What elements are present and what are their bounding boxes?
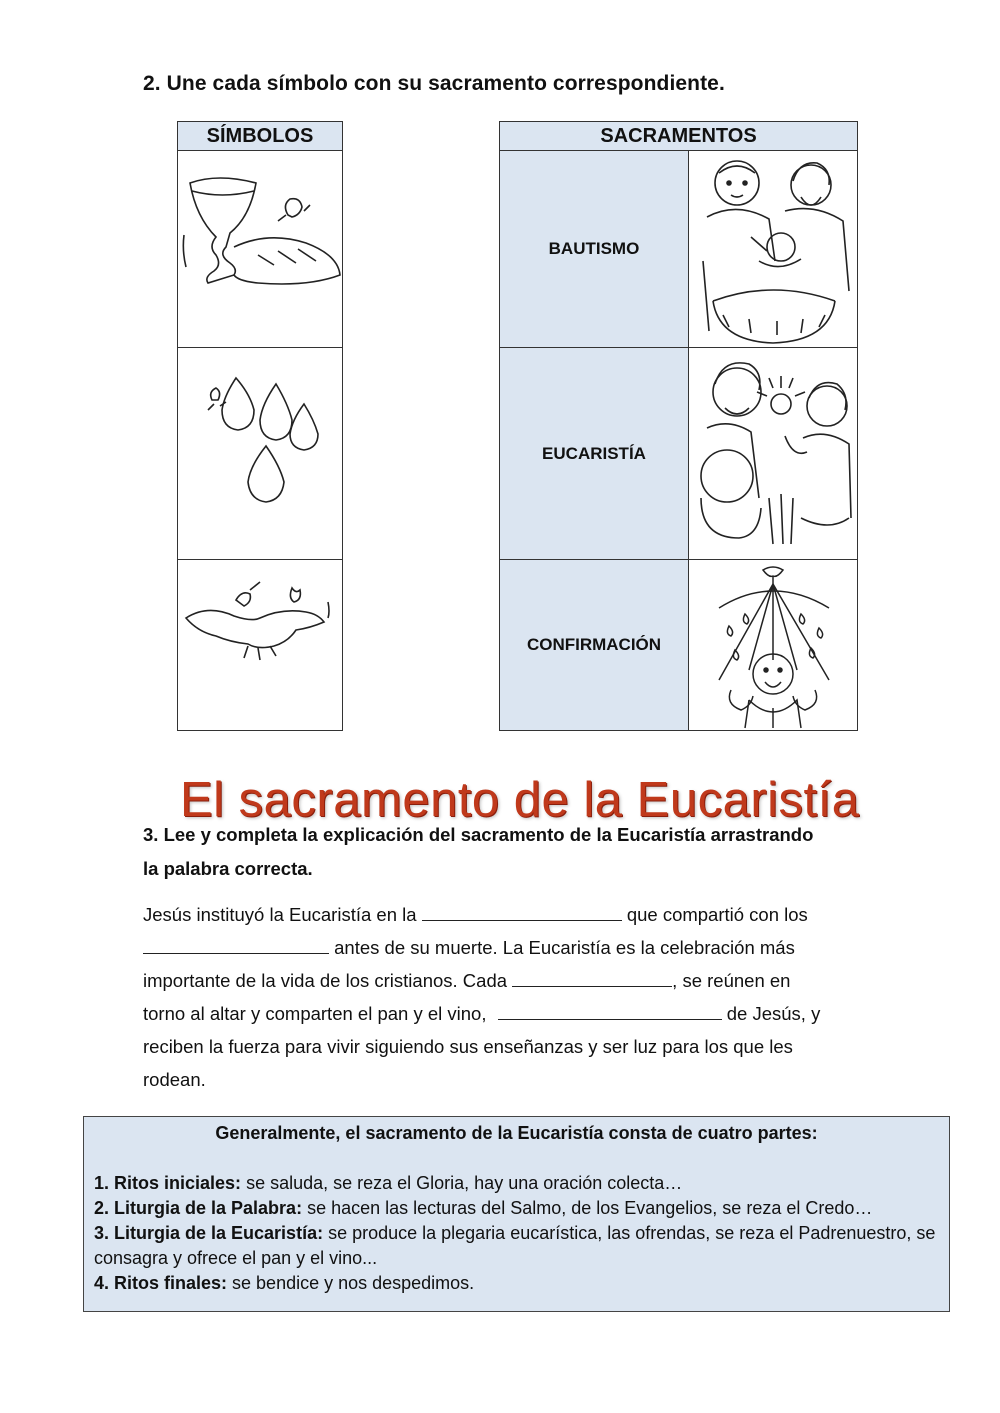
paragraph-text: importante de la vida de los cristianos. Cada xyxy=(143,970,508,991)
exercise-3-instruction xyxy=(143,818,903,886)
symbols-table xyxy=(177,121,343,731)
part-item-text: se bendice y nos despedimos. xyxy=(227,1273,475,1293)
part-item-label: 4. Ritos finales: xyxy=(94,1273,228,1293)
sacraments-header: SACRAMENTOS xyxy=(500,122,858,151)
symbol-cell-chalice-bread[interactable] xyxy=(178,151,343,348)
part-item-4 xyxy=(94,1271,939,1296)
part-item-label: 2. Liturgia de la Palabra: xyxy=(94,1198,303,1218)
part-item-text: se saluda, se reza el Gloria, hay una oración colecta… xyxy=(241,1173,683,1193)
exercise-2-title: 2. Une cada símbolo con su sacramento correspondiente. xyxy=(143,72,725,95)
paragraph-text: torno al altar y comparten el pan y el vino, xyxy=(143,1003,487,1024)
dove-fire-icon xyxy=(178,560,342,730)
paragraph-text: Jesús instituyó la Eucaristía en la xyxy=(143,904,417,925)
paragraph-text: que compartió con los xyxy=(626,904,808,925)
symbol-cell-water-drops[interactable] xyxy=(178,348,343,560)
part-item-text: se hacen las lecturas del Salmo, de los Evangelios, se reza el Credo… xyxy=(302,1198,873,1218)
paragraph-text: antes de su muerte. La Eucaristía es la celebración más xyxy=(334,937,795,958)
sacrament-confirmacion-label[interactable]: CONFIRMACIÓN xyxy=(500,560,689,731)
blank-drop-zone-4[interactable] xyxy=(498,1003,722,1020)
chalice-bread-icon xyxy=(178,151,342,347)
fill-in-paragraph xyxy=(143,898,903,1096)
sacrament-confirmacion-picture xyxy=(689,560,858,731)
sacrament-eucaristia-label[interactable]: EUCARISTÍA xyxy=(500,348,689,560)
section-title: El sacramento de la Eucaristía xyxy=(180,773,860,827)
eucharist-parts-box xyxy=(83,1116,950,1312)
blank-drop-zone-2[interactable] xyxy=(143,937,329,954)
symbol-cell-dove-fire[interactable] xyxy=(178,560,343,731)
part-item-3 xyxy=(94,1221,939,1271)
eucharist-illustration-icon xyxy=(689,348,857,559)
blank-drop-zone-1[interactable] xyxy=(422,904,622,921)
symbols-header: SÍMBOLOS xyxy=(178,122,343,151)
part-item-label: 1. Ritos iniciales: xyxy=(94,1173,242,1193)
part-item-2 xyxy=(94,1196,939,1221)
sacrament-eucaristia-picture xyxy=(689,348,858,560)
parts-box-heading: Generalmente, el sacramento de la Eucaristía consta de cuatro partes: xyxy=(215,1123,818,1143)
confirmation-illustration-icon xyxy=(689,560,857,730)
exercise-3-instruction-line-2: la palabra correcta. xyxy=(143,858,313,879)
water-drops-icon xyxy=(178,348,342,559)
sacrament-bautismo-picture xyxy=(689,151,858,348)
part-item-text: se produce la plegaria eucarística, las ofrendas, se reza el Padrenuestro, se consagra y ofrece el pan y el vino... xyxy=(94,1223,936,1268)
paragraph-text: reciben la fuerza para vivir siguiendo sus enseñanzas y ser luz para los que les xyxy=(143,1036,793,1057)
baptism-illustration-icon xyxy=(689,151,857,347)
part-item-label: 3. Liturgia de la Eucaristía: xyxy=(94,1223,324,1243)
sacraments-table xyxy=(499,121,858,731)
blank-drop-zone-3[interactable] xyxy=(512,970,672,987)
paragraph-text: , se reúnen en xyxy=(672,970,791,991)
exercise-3-instruction-line-1: 3. Lee y completa la explicación del sacramento de la Eucaristía arrastrando xyxy=(143,824,814,845)
paragraph-text: de Jesús, y xyxy=(726,1003,821,1024)
part-item-1 xyxy=(94,1171,939,1196)
sacrament-bautismo-label[interactable]: BAUTISMO xyxy=(500,151,689,348)
paragraph-text: rodean. xyxy=(143,1069,206,1090)
